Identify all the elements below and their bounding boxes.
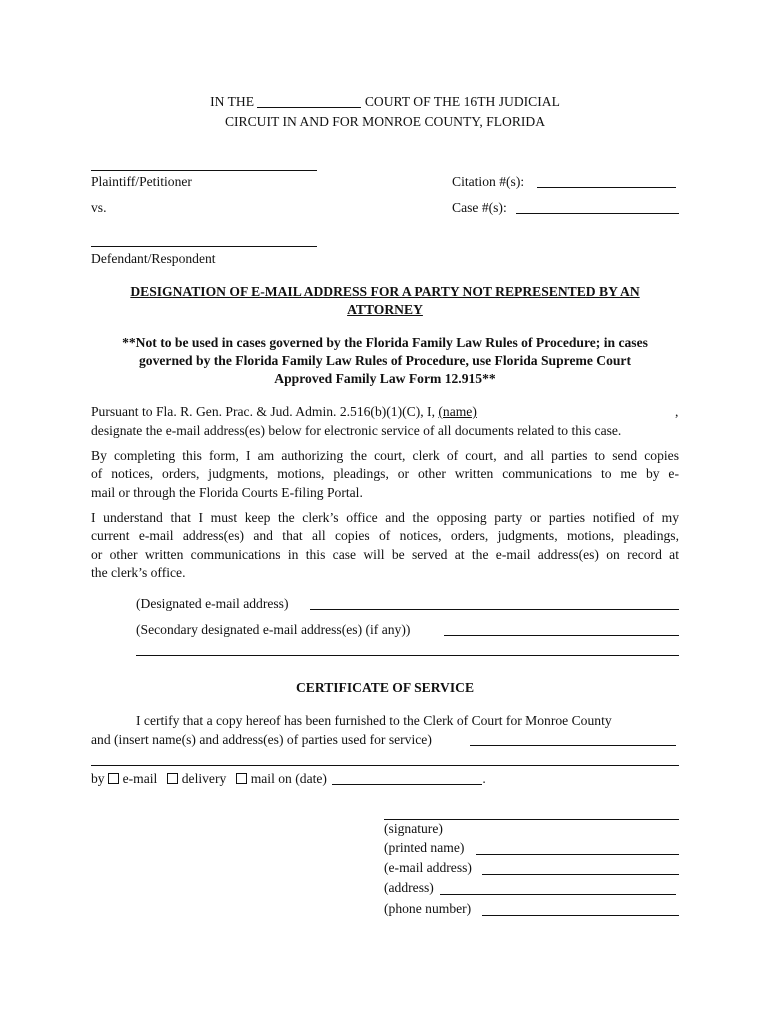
designated-email-label: (Designated e-mail address) [136,596,289,611]
delivery-checkbox[interactable] [167,773,178,784]
case-number-blank[interactable] [516,213,679,214]
court-caption-line1: IN THE COURT OF THE 16TH JUDICIAL [210,94,560,109]
phone-number-label: (phone number) [384,901,472,916]
designate-line: designate the e-mail address(es) below for electronic service of all documents related to this case. [91,423,622,438]
address-label: (address) [384,880,434,895]
secondary-email-label: (Secondary designated e-mail address(es) (if any)) [136,622,411,637]
service-parties-line: and (insert name(s) and address(es) of parties used for service) [91,732,432,747]
vs-label: vs. [91,200,107,215]
service-date-blank[interactable] [332,772,482,785]
phone-number-blank[interactable] [482,915,679,916]
service-parties-blank-extra[interactable] [91,765,679,766]
defendant-name-blank[interactable] [91,246,317,247]
printed-name-blank[interactable] [476,854,679,855]
email-address-label: (e-mail address) [384,860,472,875]
pursuant-line: Pursuant to Fla. R. Gen. Prac. & Jud. Admin. 2.516(b)(1)(C), I, (name) [91,404,477,419]
court-name-blank[interactable] [257,95,361,108]
plaintiff-name-blank[interactable] [91,170,317,171]
notice-line1: **Not to be used in cases governed by the Florida Family Law Rules of Procedure; in cases [122,335,648,350]
notice-line2: governed by the Florida Family Law Rules of Procedure, use Florida Supreme Court [139,353,631,368]
secondary-email-blank[interactable] [444,635,679,636]
secondary-email-blank-extra[interactable] [136,655,679,656]
case-label: Case #(s): [452,200,507,215]
certificate-heading: CERTIFICATE OF SERVICE [295,680,475,695]
certify-line: I certify that a copy hereof has been furnished to the Clerk of Court for Monroe County [136,713,612,728]
service-method-line: by e-mail delivery mail on (date) . [91,771,486,786]
email-checkbox[interactable] [108,773,119,784]
form-title-line1: DESIGNATION OF E-MAIL ADDRESS FOR A PARTY NOT REPRESENTED BY AN [130,284,640,299]
address-blank[interactable] [440,894,676,895]
party-name-field[interactable]: (name) [438,404,477,419]
citation-label: Citation #(s): [452,174,525,189]
signature-blank[interactable] [384,819,679,820]
service-parties-blank[interactable] [470,745,676,746]
signature-label: (signature) [384,821,443,836]
citation-number-blank[interactable] [537,187,676,188]
notification-paragraph: I understand that I must keep the clerk’s office and the opposing party or parties notified of my current e-mail address(es) and that all copies of notices, orders, judgments, motions, pleadings, or other written communications in this case will be served at the e-mail address(es) on record at the clerk’s office. [91,510,679,580]
defendant-label: Defendant/Respondent [91,251,216,266]
court-caption-line2: CIRCUIT IN AND FOR MONROE COUNTY, FLORIDA [224,114,546,129]
plaintiff-label: Plaintiff/Petitioner [91,174,192,189]
notice-line3: Approved Family Law Form 12.915** [274,371,496,386]
pursuant-comma: , [675,404,679,419]
email-address-blank[interactable] [482,874,679,875]
authorization-paragraph: By completing this form, I am authorizing the court, clerk of court, and all parties to send copies of notices, orders, judgments, motions, pleadings, or other written communications to me by e- mail or through the Florida Courts E-filing Portal. [91,448,679,500]
form-title-line2: ATTORNEY [347,302,423,317]
designated-email-blank[interactable] [310,609,679,610]
printed-name-label: (printed name) [384,840,465,855]
mail-checkbox[interactable] [236,773,247,784]
